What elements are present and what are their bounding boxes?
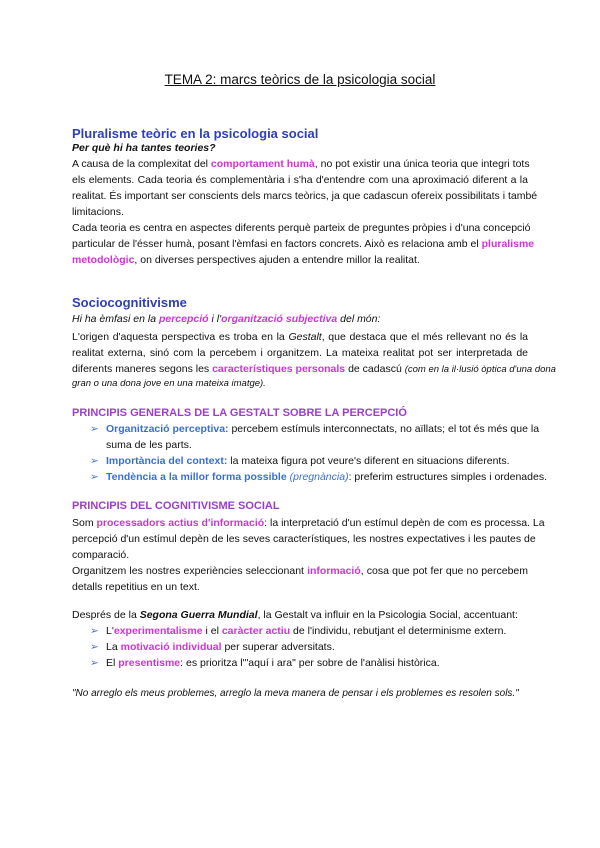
list-item: ➢ Organització perceptiva: percebem estímuls interconnectats, no aïllats; el tot és més que la xyxy=(90,423,540,435)
paragraph-line: particular de l'ésser humà, posant l'èmfasi en factors concrets. Això es relaciona amb el pluralisme xyxy=(72,238,535,250)
paragraph-line: diferents maneres segons les característiques personals de cadascú (com en la il·lusió òptica d'una dona xyxy=(72,363,556,375)
arrow-bullet-icon: ➢ xyxy=(90,423,99,435)
list-item: ➢ Tendència a la millor forma possible (pregnància): preferim estructures simples i ordenades. xyxy=(90,471,547,483)
section-question: Per què hi ha tantes teories? xyxy=(72,142,216,154)
paragraph-line: metodològic, on diverses perspectives ajuden a entendre millor la realitat. xyxy=(72,254,420,266)
arrow-bullet-icon: ➢ xyxy=(90,455,99,467)
list-item: ➢ L'experimentalisme i el caràcter actiu de l'individu, rebutjant el determinisme extern. xyxy=(90,625,507,637)
section-heading-sociocognitivisme: Sociocognitivisme xyxy=(72,295,187,310)
paragraph-line: realitat. És important ser conscients dels marcs teòrics, ja que cadascun ofereix possibilitats i també xyxy=(72,190,538,202)
list-item: ➢ La motivació individual per superar adversitats. xyxy=(90,641,335,653)
section-intro: Hi ha èmfasi en la percepció i l'organització subjectiva del món: xyxy=(72,313,381,325)
paragraph-line: Som processadors actius d'informació: la interpretació d'un estímul depèn de com es processa. La xyxy=(72,517,545,529)
subheading-cognitivisme: PRINCIPIS DEL COGNITIVISME SOCIAL xyxy=(72,500,280,512)
paragraph-line: els elements. Cada teoria és complementària i s'ha d'entendre com una aproximació diferent a la xyxy=(72,174,528,186)
paragraph-line: realitat externa, sinó com la percebem i organitzem. La mateixa realitat pot ser interpretada de xyxy=(72,347,528,359)
quote: "No arreglo els meus problemes, arreglo la meva manera de pensar i els problemes es resolen sols." xyxy=(72,688,519,699)
paragraph-line: detalls repetitius en un text. xyxy=(72,581,200,593)
paragraph-line: Cada teoria es centra en aspectes diferents perquè parteix de preguntes pròpies i d'una concepció xyxy=(72,222,531,234)
paragraph-line: Després de la Segona Guerra Mundial, la Gestalt va influir en la Psicologia Social, accentuant: xyxy=(72,609,518,621)
list-item: ➢ El presentisme: es prioritza l'"aquí i ara" per sobre de l'anàlisi històrica. xyxy=(90,657,440,669)
paragraph-line: gran o una dona jove en una mateixa imatge). xyxy=(72,378,266,389)
paragraph-line: comparació. xyxy=(72,549,130,561)
section-heading-pluralisme: Pluralisme teòric en la psicologia social xyxy=(72,126,319,141)
paragraph-line: Organitzem les nostres experiències seleccionant informació, cosa que pot fer que no percebem xyxy=(72,565,528,577)
paragraph-line: limitacions. xyxy=(72,206,124,218)
arrow-bullet-icon: ➢ xyxy=(90,625,99,637)
list-item-continuation: suma de les parts. xyxy=(106,439,192,451)
paragraph-line: percepció d'un estímul depèn de les seves característiques, les nostres expectatives i les pautes de xyxy=(72,533,536,545)
page-title: TEMA 2: marcs teòrics de la psicologia social xyxy=(164,72,436,87)
arrow-bullet-icon: ➢ xyxy=(90,657,99,669)
list-item: ➢ Importància del context: la mateixa figura pot veure's diferent en situacions diferents. xyxy=(90,455,510,467)
arrow-bullet-icon: ➢ xyxy=(90,641,99,653)
subheading-gestalt: PRINCIPIS GENERALS DE LA GESTALT SOBRE LA PERCEPCIÓ xyxy=(72,407,407,419)
arrow-bullet-icon: ➢ xyxy=(90,471,99,483)
paragraph-line: L'origen d'aquesta perspectiva es troba en la Gestalt, que destaca que el més rellevant no és la xyxy=(72,331,529,343)
paragraph-line: A causa de la complexitat del comportament humà, no pot existir una única teoria que integri tots xyxy=(72,158,530,170)
